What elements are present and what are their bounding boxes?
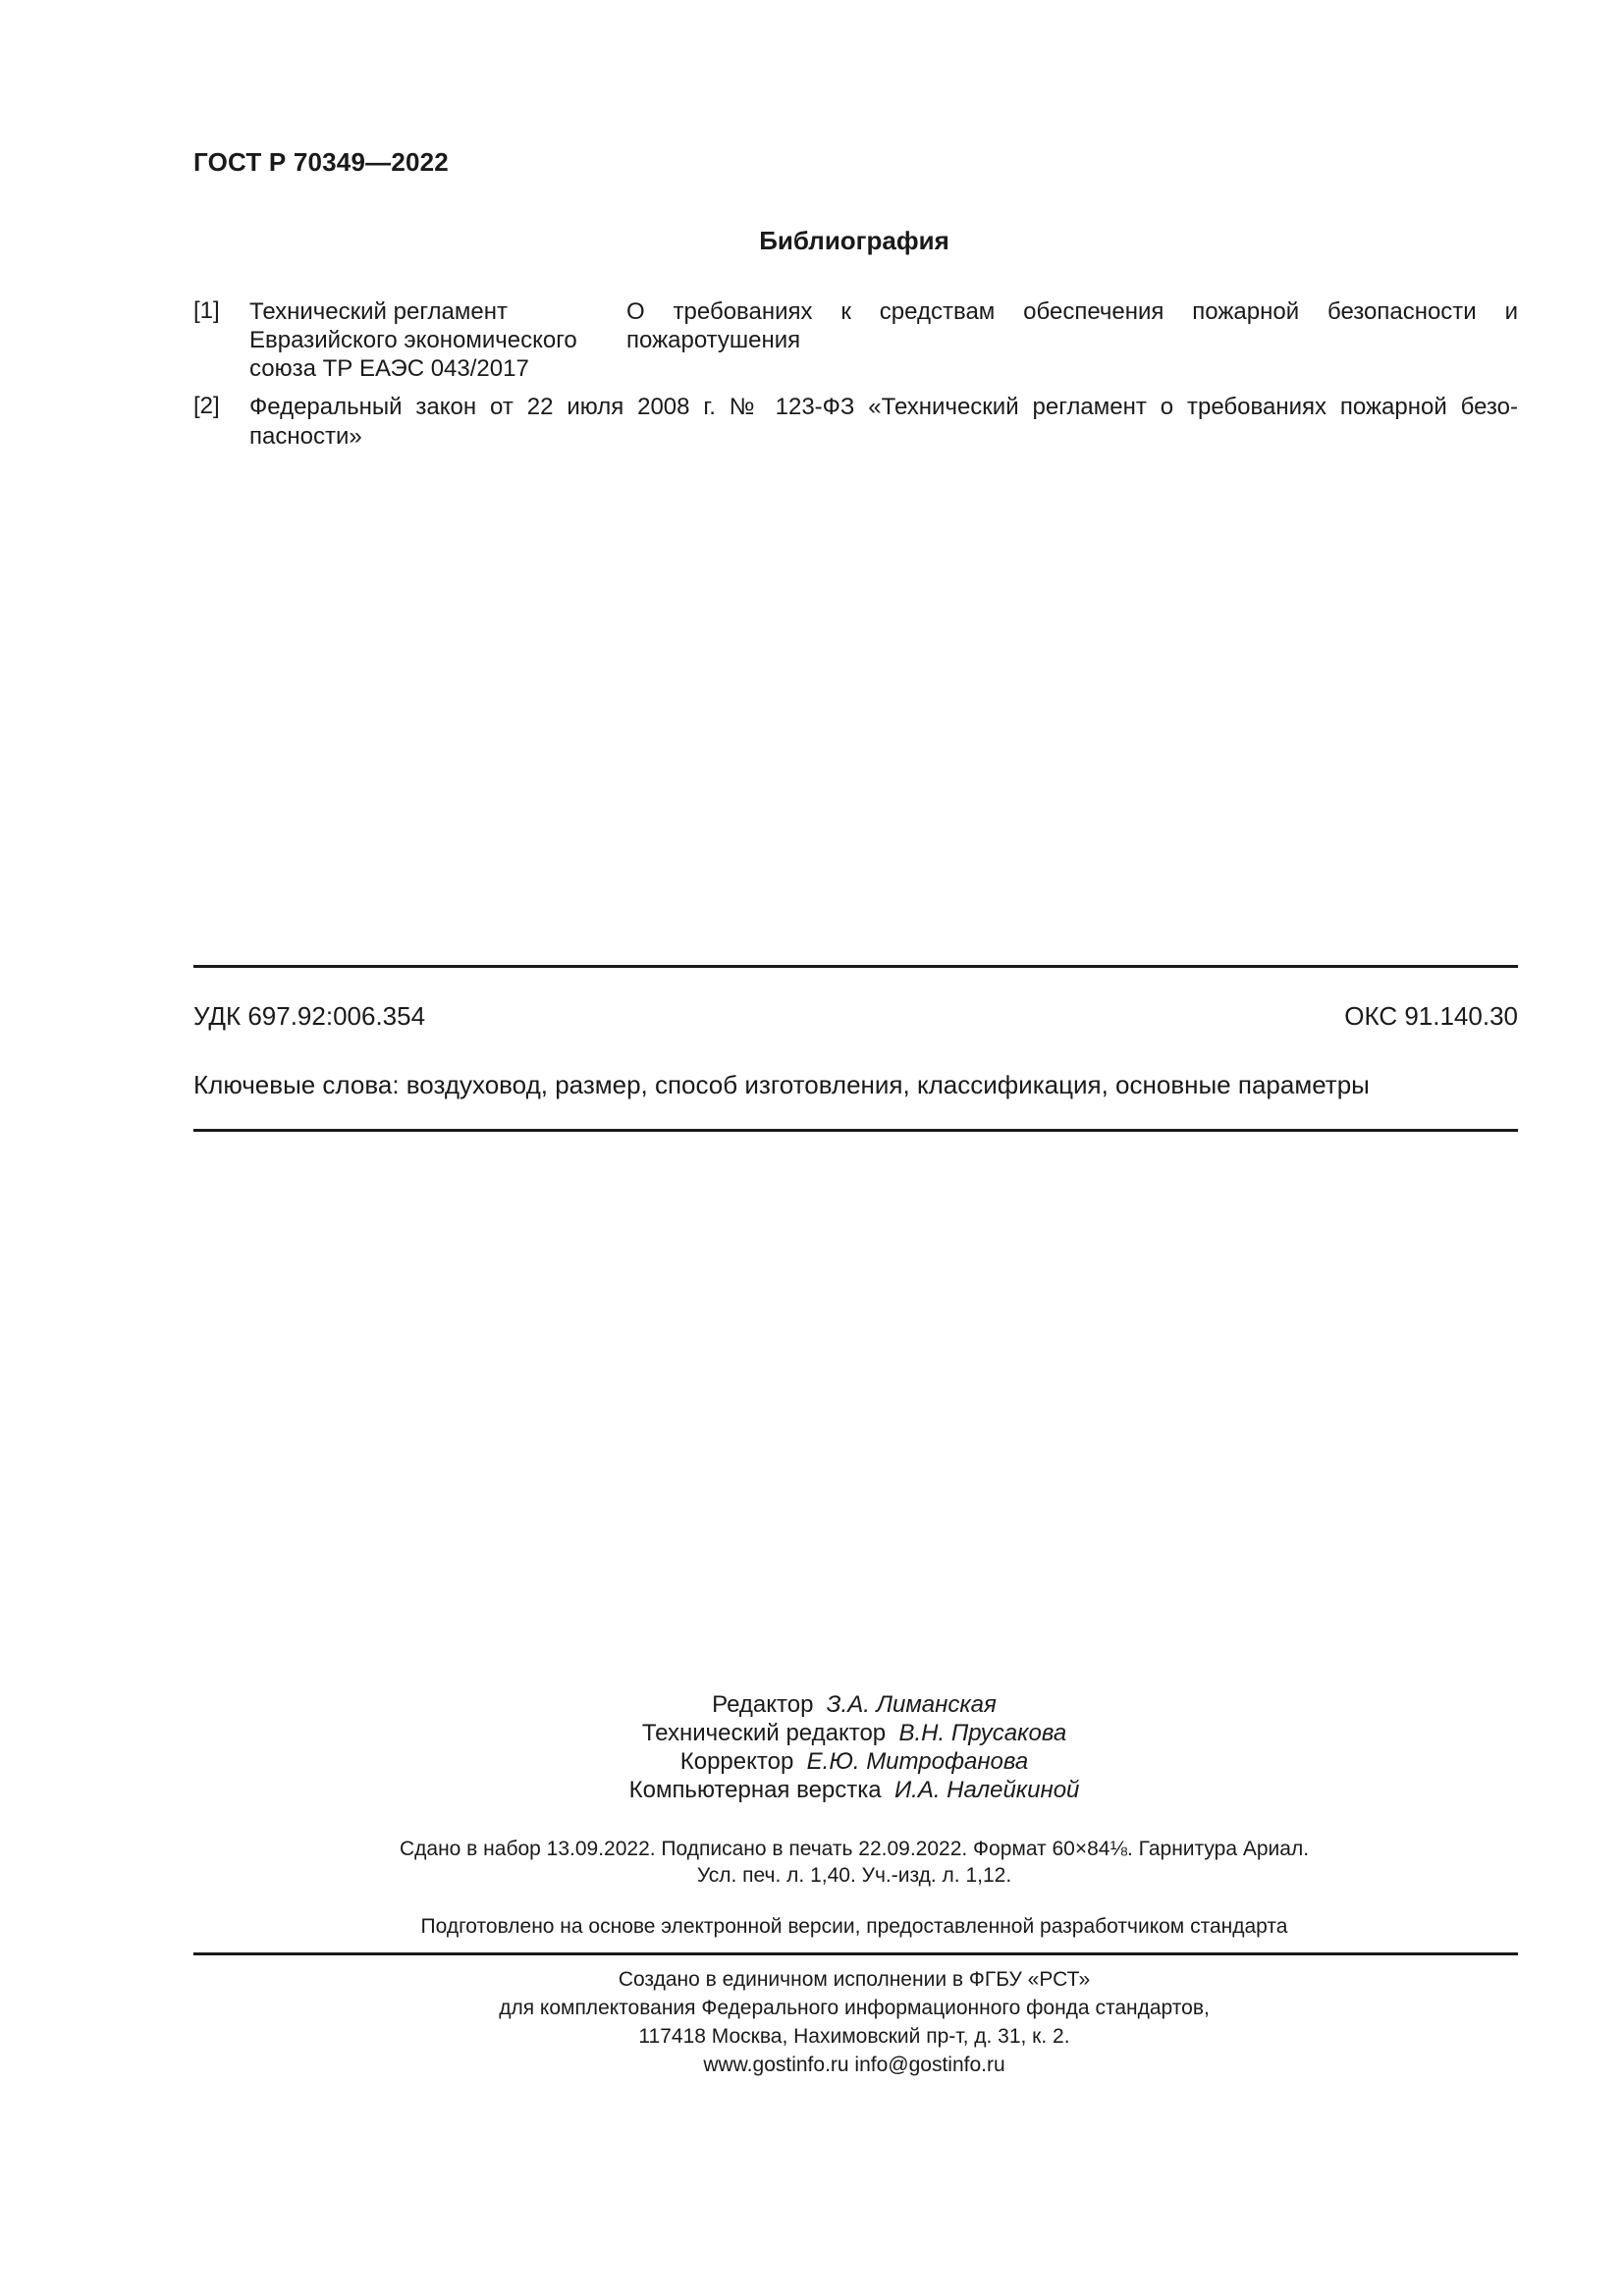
credit-role: Редактор: [712, 1691, 814, 1718]
footer-line: для комплектования Федерального информационного фонда стандартов,: [499, 1997, 1210, 2019]
divider-bottom: [193, 1129, 1518, 1132]
bib-item-1-number: [1]: [193, 297, 220, 324]
document-code: ГОСТ Р 70349—2022: [193, 147, 449, 177]
imprint-line-1: Сдано в набор 13.09.2022. Подписано в печать 22.09.2022. Формат 60×84⅛. Гарнитура Ариал.: [399, 1838, 1310, 1860]
credit-role: Компьютерная верстка: [628, 1777, 882, 1803]
keywords: Ключевые слова: воздуховод, размер, способ изготовления, классификация, основные параметры: [193, 1070, 1370, 1099]
bib-item-1-source: [249, 297, 603, 383]
credit-line: [0, 1719, 1624, 1747]
oks-code: ОКС 91.140.30: [1344, 1001, 1518, 1031]
bib-item-1-source-line: Евразийского экономического: [249, 327, 577, 353]
credit-line: [0, 1690, 1624, 1719]
credit-line: [0, 1747, 1624, 1776]
credit-name: В.Н. Прусакова: [898, 1720, 1067, 1746]
divider-footer: [193, 1952, 1518, 1955]
divider-top: [193, 965, 1518, 968]
credit-role: Технический редактор: [641, 1720, 887, 1746]
bib-item-1-source-line: Технический регламент: [249, 298, 508, 325]
bib-item-1-description: О требованиях к средствам обеспечения пожарной безопасности и пожаротушения: [626, 298, 1518, 353]
credits-block: [0, 1690, 1624, 1804]
credit-role: Корректор: [679, 1748, 794, 1775]
footer-line: Создано в единичном исполнении в ФГБУ «РСТ»: [618, 1968, 1091, 1991]
bib-item-2-number: [2]: [193, 393, 220, 419]
footer-block: [0, 1965, 1624, 2079]
bibliography-title: Библиография: [759, 226, 949, 255]
bib-item-2-text: Федеральный закон от 22 июля 2008 г. № 123-ФЗ «Технический регламент о требованиях пожарной безо-пасности»: [249, 394, 1518, 450]
footer-line: 117418 Москва, Нахимовский пр-т, д. 31, к. 2.: [638, 2025, 1070, 2048]
prepared-note: Подготовлено на основе электронной версии, предоставленной разработчиком стандарта: [420, 1915, 1288, 1938]
imprint-line-2: Усл. печ. л. 1,40. Уч.-изд. л. 1,12.: [696, 1864, 1012, 1887]
credit-name: З.А. Лиманская: [826, 1691, 997, 1718]
footer-line: www.gostinfo.ru info@gostinfo.ru: [703, 2054, 1005, 2076]
credit-name: И.А. Налейкиной: [893, 1777, 1080, 1803]
credit-name: Е.Ю. Митрофанова: [806, 1748, 1029, 1775]
imprint-block: [0, 1836, 1624, 1889]
bib-item-1-source-line: союза ТР ЕАЭС 043/2017: [249, 355, 529, 382]
udk-code: УДК 697.92:006.354: [193, 1001, 426, 1031]
credit-line: [0, 1776, 1624, 1804]
